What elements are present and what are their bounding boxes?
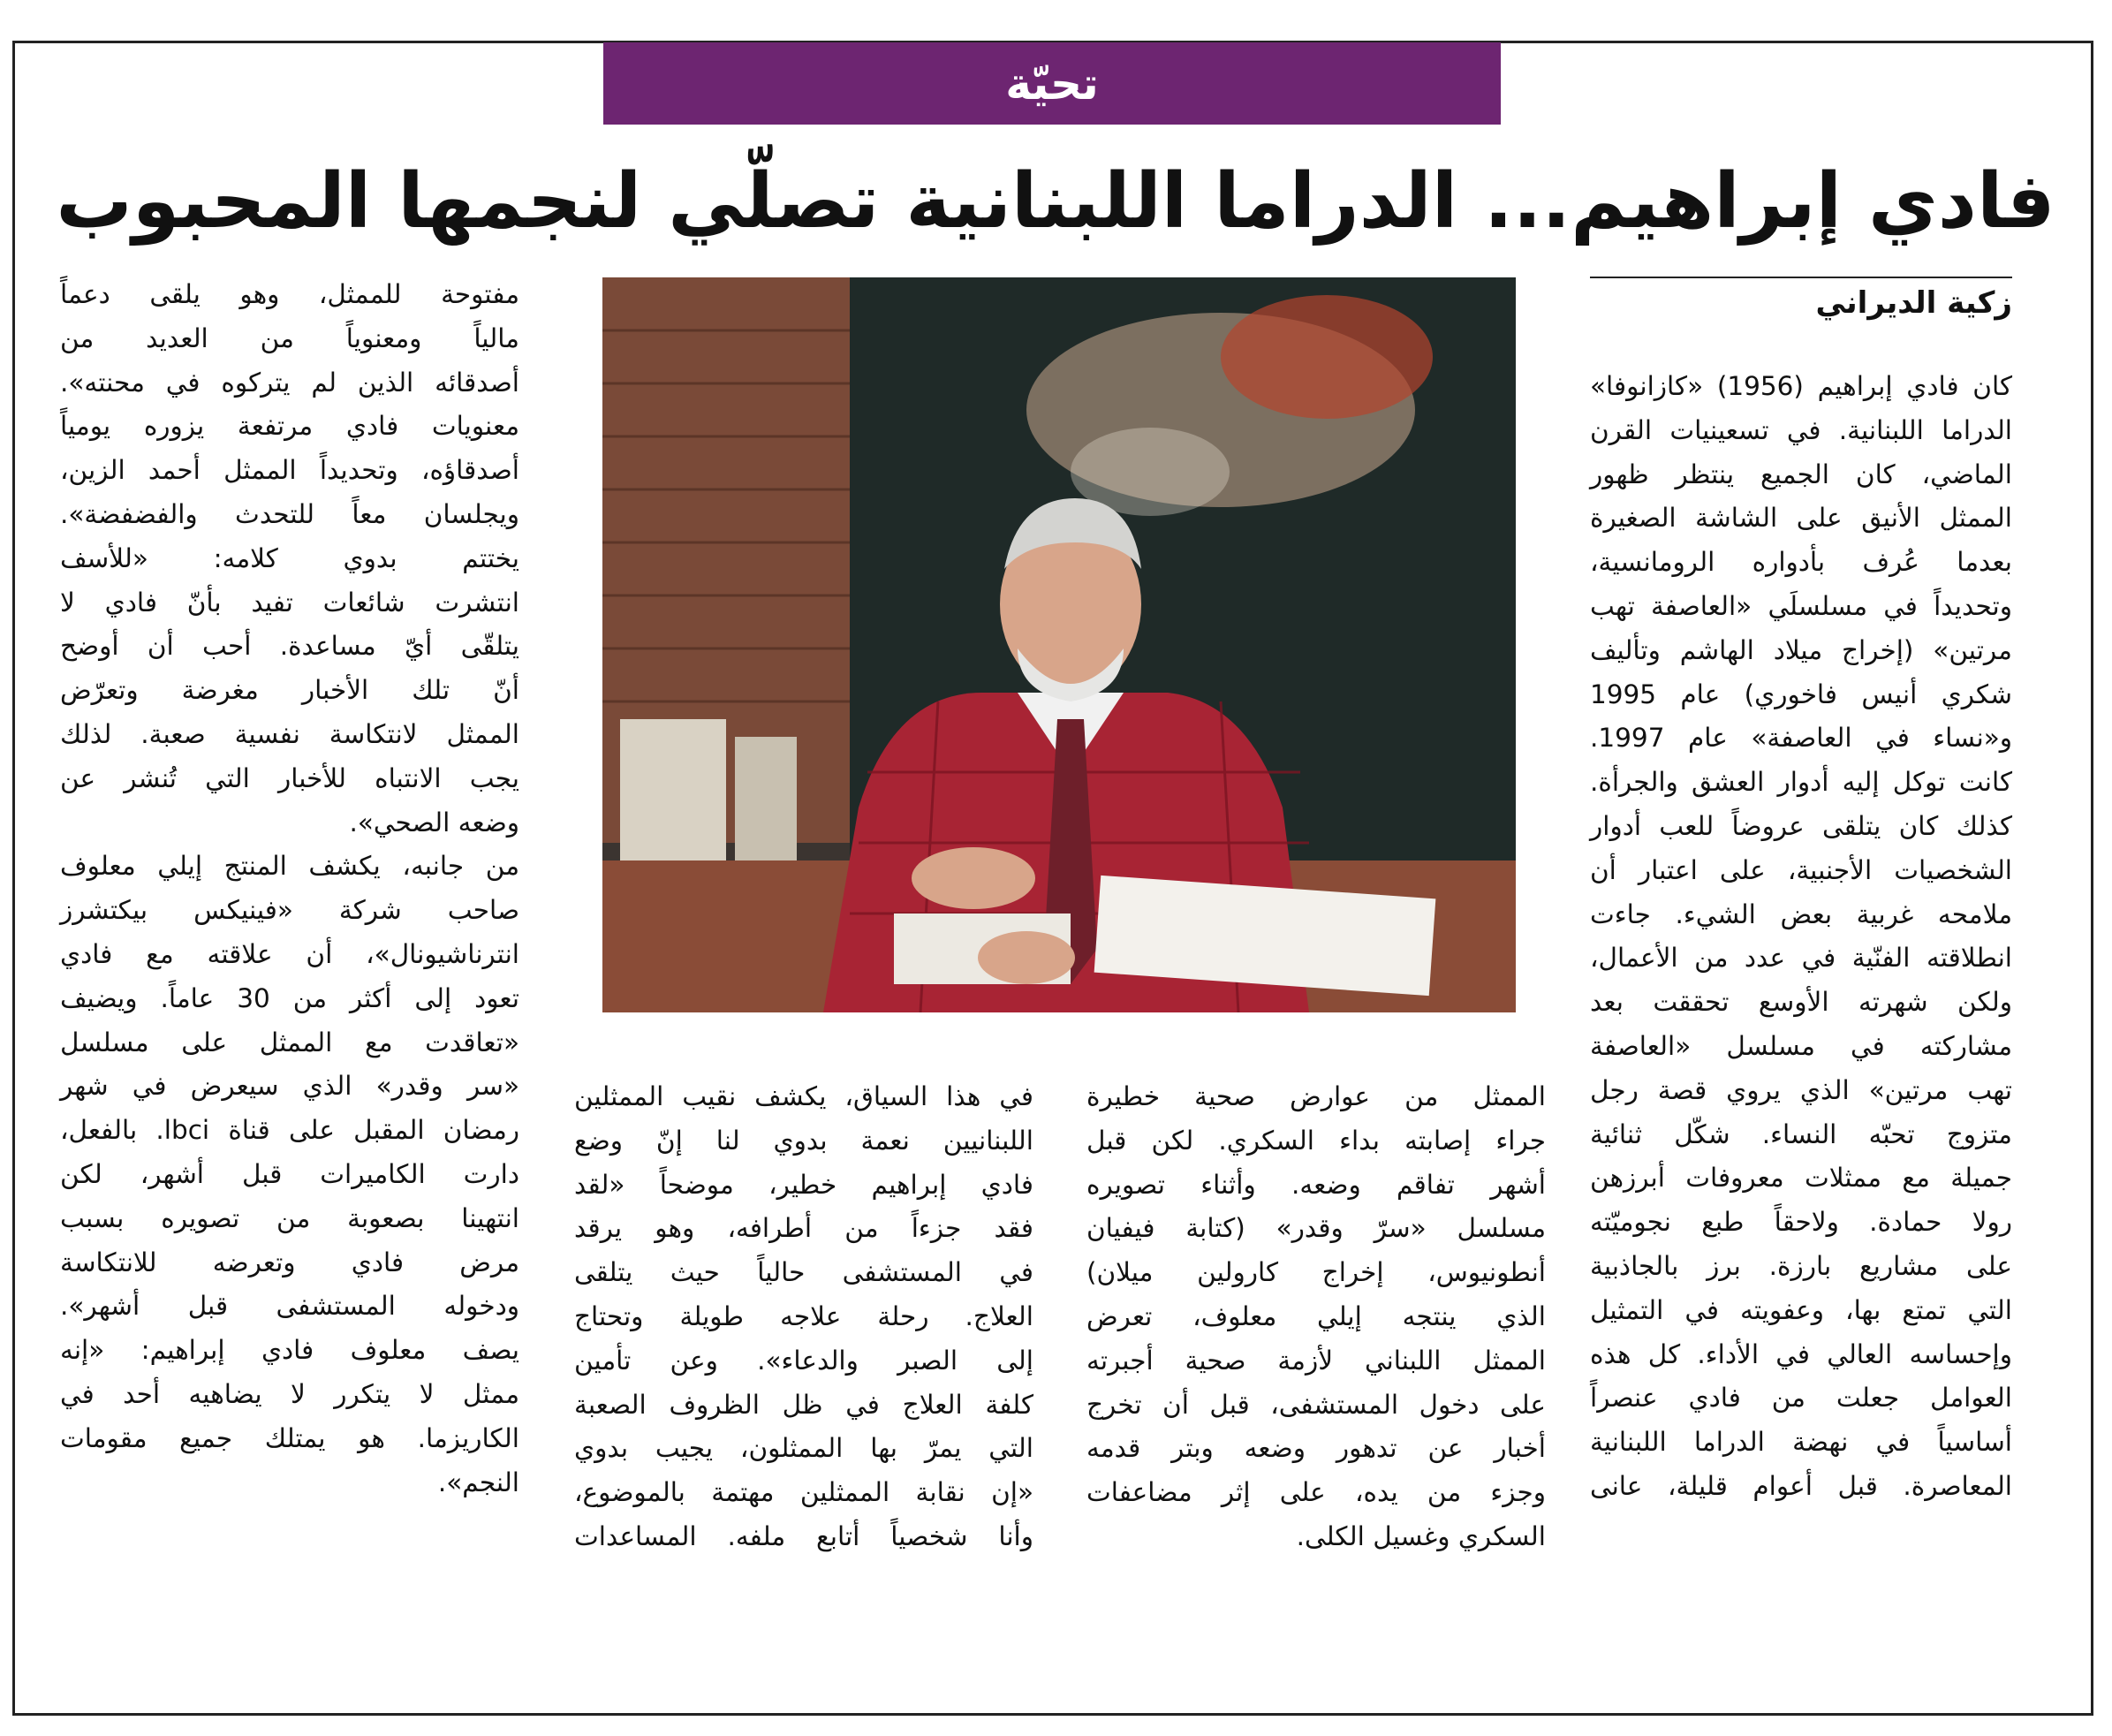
column-line: على دخول المستشفى، قبل أن تخرج [1086, 1389, 1546, 1420]
column-line: إلى الصبر والدعاء». وعن تأمين [574, 1345, 1033, 1376]
column-line: أخبار عن تدهور وضعه وبتر قدمه [1086, 1433, 1546, 1464]
column-line: مفتوحة للممثل، وهو يلقى دعماً [60, 279, 519, 309]
column-line: مرتين» (إخراج ميلاد الهاشم وتأليف [1590, 634, 2012, 665]
article-photo [602, 277, 1516, 1012]
column-line: الدراما اللبنانية. في تسعينيات القرن [1590, 414, 2012, 445]
column-line: كان فادي إبراهيم (1956) «كازانوفا» [1590, 371, 2013, 401]
column-line: الممثل لانتكاسة نفسية صعبة. لذلك [60, 718, 519, 749]
column-line: أشهر تفاقم وضعه. وأثناء تصويره [1086, 1169, 1546, 1200]
byline-divider [1590, 277, 2012, 278]
column-line: انتشرت شائعات تفيد بأنّ فادي لا [60, 587, 519, 618]
column-line: وجزء من يده، على إثر مضاعفات [1086, 1477, 1546, 1508]
column-line: تهب مرتين» الذي يروي قصة رجل [1590, 1074, 2012, 1105]
column-line: العوامل جعلت من فادي عنصراً [1590, 1383, 2012, 1414]
headline: فادي إبراهيم... الدراما اللبنانية تصلّي لنجمها المحبوب [56, 157, 2055, 246]
column-line: يتلقّى أيّ مساعدة. أحب أن أوضح [60, 631, 519, 662]
column-4 [60, 273, 519, 1505]
column-line: النجم». [437, 1467, 519, 1497]
column-line: كذلك كان يتلقى عروضاً للعب أدوار [1590, 810, 2012, 841]
column-line: أنّ تلك الأخبار مغرضة وتعرّض [60, 675, 519, 706]
column-1 [1590, 365, 2012, 1509]
column-line: أصدقاؤه، وتحديداً الممثل أحمد الزين، [60, 455, 519, 486]
column-line: شكري أنيس فاخوري) عام 1995 [1590, 678, 2012, 709]
portrait-photo-icon [602, 277, 1516, 1012]
column-3 [574, 1075, 1033, 1559]
column-line: التي يمرّ بها الممثلون، يجيب بدوي [574, 1433, 1033, 1464]
column-line: رولا حمادة. ولاحقاً طبع نجوميّته [1590, 1207, 2012, 1238]
column-line: ولكن شهرته الأوسع تحققت بعد [1590, 987, 2012, 1018]
column-line: «تعاقدت مع الممثل على مسلسل [60, 1027, 519, 1058]
column-line: أصدقائه الذين لم يتركوه في محنته». [60, 367, 519, 398]
column-line: مرض فادي وتعرضه للانتكاسة [60, 1247, 519, 1277]
column-line: و«نساء في العاصفة» عام 1997. [1590, 723, 2012, 754]
column-line: يجب الانتباه للأخبار التي تُنشر عن [60, 762, 519, 793]
column-line: جميلة مع ممثلات معروفات أبرزهن [1590, 1163, 2012, 1194]
column-line: فادي إبراهيم خطير، موضحاً «لقد [574, 1169, 1033, 1200]
column-line: اللبنانيين نعمة بدوي لنا إنّ وضع [574, 1125, 1033, 1156]
column-line: من جانبه، يكشف المنتج إيلي معلوف [60, 851, 519, 882]
column-line: ممثل لا يتكرر لا يضاهيه أحد في [60, 1378, 519, 1409]
column-line: وأنا شخصياً أتابع ملفه. المساعدات [574, 1520, 1033, 1551]
column-line: دارت الكاميرات قبل أشهر، لكن [60, 1158, 519, 1189]
column-line: صاحب شركة «فينيكس بيكتشرز [60, 895, 519, 926]
column-line: فقد جزءاً من أطرافه، وهو يرقد [574, 1213, 1033, 1244]
column-line: جراء إصابته بداء السكري. لكن قبل [1086, 1125, 1546, 1156]
column-line: أنطونيوس، إخراج كارولين ميلان) [1086, 1257, 1546, 1288]
column-line: في هذا السياق، يكشف نقيب الممثلين [574, 1081, 1033, 1111]
column-line: كلفة العلاج في ظل الظروف الصعبة [574, 1389, 1033, 1420]
column-line: العلاج. رحلة علاجه طويلة وتحتاج [574, 1300, 1033, 1331]
column-line: أساسياً في نهضة الدراما اللبنانية [1590, 1427, 2012, 1458]
column-line: وإحساسه العالي في الأداء. كل هذه [1590, 1338, 2012, 1369]
column-line: معنويات فادي مرتفعة يزوره يومياً [60, 411, 519, 442]
column-line: متزوج تحبّه النساء. شكّل ثنائية [1590, 1118, 2012, 1149]
column-line: انتهينا بصعوبة من تصويره بسبب [60, 1202, 519, 1233]
column-2 [1086, 1075, 1546, 1559]
column-line: يصف معلوف فادي إبراهيم: «إنه [60, 1335, 519, 1366]
column-line: مشاركته في مسلسل «العاصفة [1590, 1030, 2012, 1061]
column-line: الكاريزما. هو يمتلك جميع مقومات [60, 1422, 519, 1453]
column-line: الممثل اللبناني لأزمة صحية أجبرته [1086, 1345, 1546, 1376]
column-line: الممثل الأنيق على الشاشة الصغيرة [1590, 503, 2012, 534]
column-line: السكري وغسيل الكلى. [1296, 1520, 1546, 1551]
column-line: المعاصرة. قبل أعوام قليلة، عانى [1590, 1470, 2012, 1501]
column-line: كانت توكل إليه أدوار العشق والجرأة. [1590, 767, 2012, 798]
column-line: «سر وقدر» الذي سيعرض في شهر [60, 1071, 519, 1102]
column-line: بعدما عُرف بأدواره الرومانسية، [1590, 547, 2012, 578]
column-line: رمضان المقبل على قناة lbci. بالفعل، [60, 1115, 519, 1146]
column-line: «إن نقابة الممثلين مهتمة بالموضوع، [574, 1477, 1033, 1508]
column-line: مالياً ومعنوياً من العديد من [60, 322, 519, 353]
column-line: يختتم بدوي كلامه: «للأسف [60, 542, 519, 573]
column-line: في المستشفى حالياً حيث يتلقى [574, 1257, 1033, 1288]
column-line: ودخوله المستشفى قبل أشهر». [60, 1291, 519, 1322]
column-line: ويجلسان معاً للتحدث والفضفضة». [60, 498, 519, 529]
column-line: انطلاقته الفنّية في عدد من الأعمال، [1590, 943, 2012, 974]
byline: زكية الديراني [1815, 285, 2012, 321]
column-line: الممثل من عوارض صحية خطيرة [1086, 1081, 1546, 1111]
column-line: وتحديداً في مسلسلَي «العاصفة تهب [1590, 590, 2012, 621]
column-line: ملامحه غربية بعض الشيء. جاءت [1590, 898, 2012, 929]
column-line: الذي ينتجه إيلي معلوف، تعرض [1086, 1300, 1546, 1331]
column-line: تعود إلى أكثر من 30 عاماً. ويضيف [60, 982, 519, 1013]
column-line: انترناشيونال»، أن علاقته مع فادي [60, 938, 519, 969]
section-tag-label: تحيّة [1005, 57, 1099, 110]
column-line: على مشاريع بارزة. برز بالجاذبية [1590, 1250, 2012, 1281]
column-line: الماضي، كان الجميع ينتظر ظهور [1590, 459, 2012, 489]
column-line: التي تمتع بها، وعفويته في التمثيل [1590, 1294, 2012, 1325]
column-line: الشخصيات الأجنبية، على اعتبار أن [1590, 854, 2012, 885]
column-line: مسلسل «سرّ وقدر» (كتابة فيفيان [1086, 1213, 1546, 1244]
column-line: وضعه الصحي». [349, 807, 519, 838]
section-tag [603, 42, 1501, 125]
